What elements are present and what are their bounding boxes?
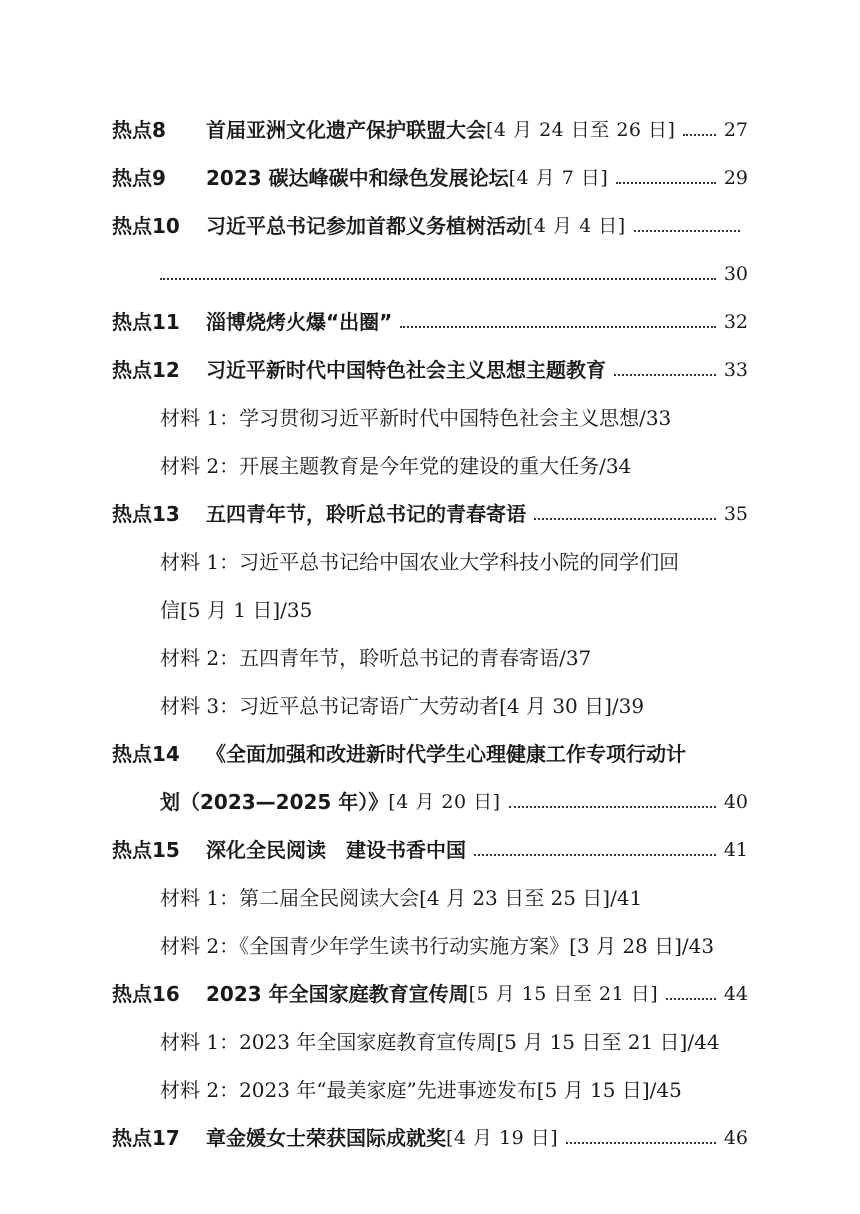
material-text: 材料 2：开展主题教育是今年党的建设的重大任务/34 <box>160 454 632 478</box>
material-text: 信[5 月 1 日]/35 <box>160 598 313 622</box>
hot-label: 热点10 <box>112 214 180 238</box>
toc-entry-hot10-continuation[interactable] <box>160 256 748 292</box>
material-item[interactable] <box>160 400 748 436</box>
toc-entry-hot16[interactable] <box>112 976 748 1012</box>
hot-label: 热点17 <box>112 1126 180 1150</box>
toc-entry-hot13[interactable] <box>112 496 748 532</box>
page-number: 44 <box>723 983 748 1005</box>
leader-dots <box>634 208 740 244</box>
leader-dots <box>509 784 716 820</box>
page-number: 32 <box>723 311 748 333</box>
entry-date: [4 月 24 日至 26 日] <box>486 119 676 141</box>
material-item[interactable] <box>160 928 748 964</box>
material-item-continuation[interactable] <box>160 592 748 628</box>
toc-entry-hot14[interactable] <box>112 736 748 772</box>
entry-title: 习近平总书记参加首都义务植树活动 <box>206 214 526 238</box>
hot-label: 热点11 <box>112 310 180 334</box>
material-text: 材料 1：习近平总书记给中国农业大学科技小院的同学们回 <box>160 550 680 574</box>
material-item[interactable] <box>160 544 748 580</box>
toc-entry-hot17[interactable] <box>112 1120 748 1156</box>
toc-entry-hot12[interactable] <box>112 352 748 388</box>
page-number: 29 <box>723 167 748 189</box>
material-text: 材料 1：第二届全民阅读大会[4 月 23 日至 25 日]/41 <box>160 886 643 910</box>
entry-date: [4 月 19 日] <box>446 1127 559 1149</box>
leader-dots <box>474 832 716 868</box>
material-item[interactable] <box>160 688 748 724</box>
material-item[interactable] <box>160 448 748 484</box>
material-item[interactable] <box>160 1072 748 1108</box>
toc-entry-hot8[interactable] <box>112 112 748 148</box>
page-number: 46 <box>723 1127 748 1149</box>
leader-dots <box>400 304 716 340</box>
entry-title: 章金媛女士荣获国际成就奖 <box>206 1126 446 1150</box>
entry-date: [4 月 4 日] <box>526 215 626 237</box>
leader-dots <box>616 160 716 196</box>
entry-title: 2023 年全国家庭教育宣传周 <box>206 982 469 1006</box>
entry-title: 首届亚洲文化遗产保护联盟大会 <box>206 118 486 142</box>
entry-title-continuation: 划（2023—2025 年）》 <box>160 790 389 814</box>
toc-entry-hot10[interactable] <box>112 208 748 244</box>
hot-label: 热点14 <box>112 742 180 766</box>
material-text: 材料 2：《全国青少年学生读书行动实施方案》[3 月 28 日]/43 <box>160 934 715 958</box>
hot-label: 热点15 <box>112 838 180 862</box>
page-number: 40 <box>723 791 748 813</box>
entry-title: 2023 碳达峰碳中和绿色发展论坛 <box>206 166 509 190</box>
material-item[interactable] <box>160 1024 748 1060</box>
entry-title: 五四青年节，聆听总书记的青春寄语 <box>206 502 526 526</box>
material-item[interactable] <box>160 640 748 676</box>
entry-title: 深化全民阅读 建设书香中国 <box>206 838 466 862</box>
leader-dots <box>614 352 716 388</box>
hot-label: 热点16 <box>112 982 180 1006</box>
hot-label: 热点8 <box>112 118 166 142</box>
entry-date: [4 月 7 日] <box>508 167 609 189</box>
material-text: 材料 3：习近平总书记寄语广大劳动者[4 月 30 日]/39 <box>160 694 645 718</box>
toc-entry-hot11[interactable] <box>112 304 748 340</box>
material-text: 材料 2：五四青年节，聆听总书记的青春寄语/37 <box>160 646 592 670</box>
entry-date: [4 月 20 日] <box>388 791 501 813</box>
leader-dots <box>666 976 716 1012</box>
toc-entry-hot14-continuation[interactable] <box>160 784 748 820</box>
material-text: 材料 1：2023 年全国家庭教育宣传周[5 月 15 日至 21 日]/44 <box>160 1030 720 1054</box>
page-number: 27 <box>723 119 748 141</box>
entry-title: 《全面加强和改进新时代学生心理健康工作专项行动计 <box>206 742 686 766</box>
hot-label: 热点12 <box>112 358 180 382</box>
page-number: 41 <box>723 839 748 861</box>
hot-label: 热点13 <box>112 502 180 526</box>
material-text: 材料 1：学习贯彻习近平新时代中国特色社会主义思想/33 <box>160 406 672 430</box>
toc-entry-hot9[interactable] <box>112 160 748 196</box>
hot-label: 热点9 <box>112 166 166 190</box>
entry-title: 淄博烧烤火爆“出圈” <box>206 310 393 334</box>
page-number: 35 <box>723 503 748 525</box>
leader-dots <box>160 256 716 292</box>
leader-dots <box>566 1120 716 1156</box>
toc-entry-hot15[interactable] <box>112 832 748 868</box>
page-number: 30 <box>723 263 748 285</box>
material-item[interactable] <box>160 880 748 916</box>
leader-dots <box>683 112 715 148</box>
entry-title: 习近平新时代中国特色社会主义思想主题教育 <box>206 358 606 382</box>
material-text: 材料 2：2023 年“最美家庭”先进事迹发布[5 月 15 日]/45 <box>160 1078 682 1102</box>
leader-dots <box>534 496 716 532</box>
entry-date: [5 月 15 日至 21 日] <box>468 983 659 1005</box>
page-number: 33 <box>723 359 748 381</box>
